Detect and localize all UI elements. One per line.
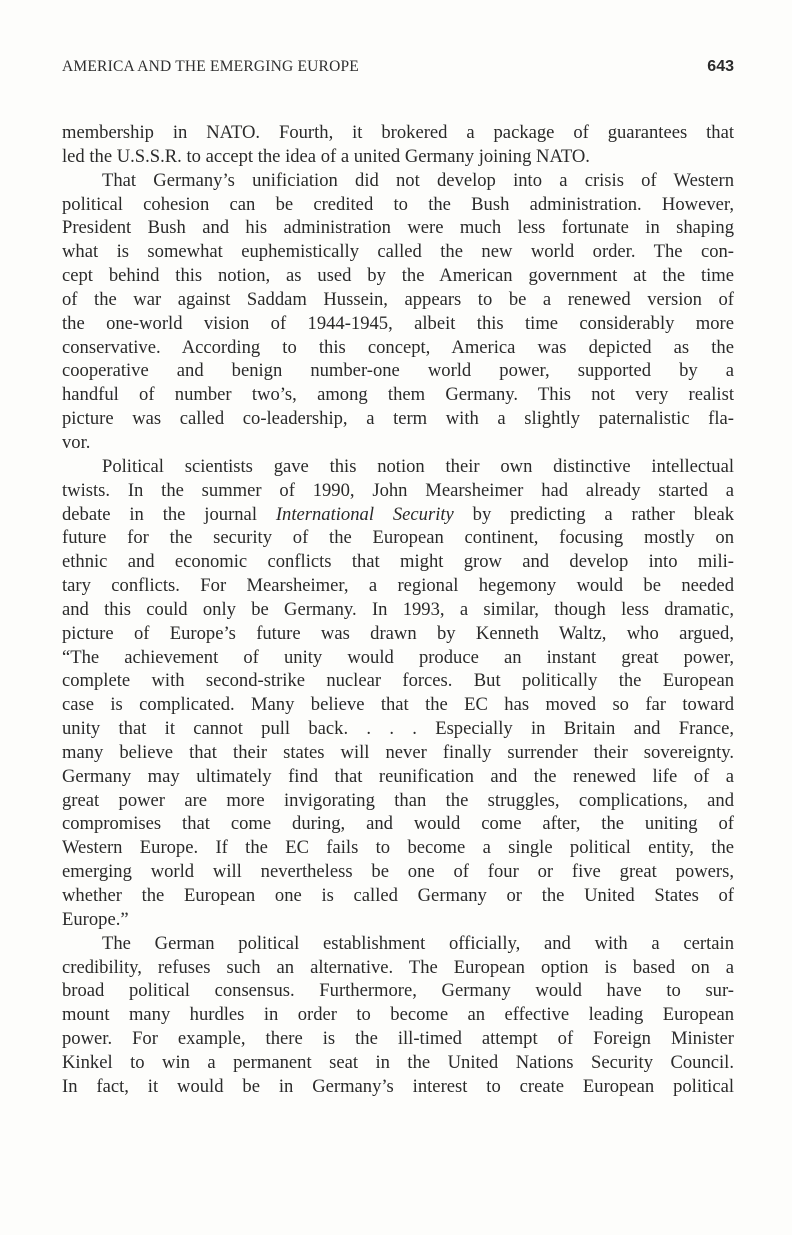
text-line: political cohesion can be credited to the Bush administration. However, xyxy=(62,193,734,215)
text-line: picture was called co-leadership, a term with a slightly paternalistic fla- xyxy=(62,408,734,430)
text-line: Germany may ultimately find that reunification and the renewed life of a xyxy=(62,765,734,787)
text-line: Europe.” xyxy=(62,908,129,930)
text-line: The German political establishment officially, and with a certain xyxy=(102,932,734,954)
text-line: twists. In the summer of 1990, John Mearsheimer had already started a xyxy=(62,479,734,501)
text-line: cooperative and benign number-one world power, supported by a xyxy=(62,360,734,382)
text-line: handful of number two’s, among them Germany. This not very realist xyxy=(62,384,734,406)
text-line: credibility, refuses such an alternative. The European option is based on a xyxy=(62,956,734,978)
running-title: AMERICA AND THE EMERGING EUROPE xyxy=(62,58,359,75)
text-line: case is complicated. Many believe that the EC has moved so far toward xyxy=(62,694,734,716)
text-line: future for the security of the European continent, focusing mostly on xyxy=(62,527,734,549)
text-line: Western Europe. If the EC fails to become a single political entity, the xyxy=(62,837,734,859)
text-line: mount many hurdles in order to become an effective leading European xyxy=(62,1004,734,1026)
text-line: Political scientists gave this notion their own distinctive intellectual xyxy=(102,455,734,477)
text-line: In fact, it would be in Germany’s interest to create European political xyxy=(62,1075,734,1097)
text-line: compromises that come during, and would come after, the uniting of xyxy=(62,813,734,835)
text-line: what is somewhat euphemistically called the new world order. The con- xyxy=(62,241,734,263)
paragraph xyxy=(62,455,734,932)
text-line: President Bush and his administration were much less fortunate in shaping xyxy=(62,217,734,239)
text-line: whether the European one is called Germany or the United States of xyxy=(62,885,734,906)
paragraph xyxy=(62,932,734,1099)
text-line: “The achievement of unity would produce an instant great power, xyxy=(62,646,734,668)
text-line: emerging world will nevertheless be one of four or five great powers, xyxy=(62,861,734,883)
text-line: of the war against Saddam Hussein, appears to be a renewed version of xyxy=(62,288,734,310)
running-head xyxy=(62,58,734,76)
text-line: conservative. According to this concept, America was depicted as the xyxy=(62,336,734,358)
text-line: membership in NATO. Fourth, it brokered a package of guarantees that xyxy=(62,122,734,143)
text-line: tary conflicts. For Mearsheimer, a regional hegemony would be needed xyxy=(62,575,734,597)
paragraph xyxy=(62,121,734,169)
text-line: the one-world vision of 1944-1945, albeit this time considerably more xyxy=(62,312,734,334)
paragraph xyxy=(62,169,734,455)
text-line: many believe that their states will never finally surrender their sovereignty. xyxy=(62,741,734,763)
text-line: debate in the journal International Security by predicting a rather bleak xyxy=(62,503,734,525)
page-number: 643 xyxy=(707,58,734,75)
text-line: cept behind this notion, as used by the American government at the time xyxy=(62,265,734,287)
text-line: ethnic and economic conflicts that might grow and develop into mili- xyxy=(62,551,734,573)
text-line: and this could only be Germany. In 1993, a similar, though less dramatic, xyxy=(62,598,734,620)
text-line: complete with second-strike nuclear forces. But politically the European xyxy=(62,670,734,692)
body-text xyxy=(62,121,734,1099)
text-line: power. For example, there is the ill-timed attempt of Foreign Minister xyxy=(62,1028,734,1050)
italic-journal-title: International Security xyxy=(275,503,454,525)
text-line: Kinkel to win a permanent seat in the United Nations Security Council. xyxy=(62,1051,734,1073)
text-line: That Germany’s unificiation did not develop into a crisis of Western xyxy=(102,169,734,191)
text-line: broad political consensus. Furthermore, Germany would have to sur- xyxy=(62,980,734,1002)
text-line: led the U.S.S.R. to accept the idea of a united Germany joining NATO. xyxy=(62,145,590,167)
text-line: vor. xyxy=(62,431,91,453)
text-line: great power are more invigorating than the struggles, complications, and xyxy=(62,789,734,811)
text-line: unity that it cannot pull back. . . . Especially in Britain and France, xyxy=(62,718,734,740)
text-line: picture of Europe’s future was drawn by Kenneth Waltz, who argued, xyxy=(62,622,734,644)
